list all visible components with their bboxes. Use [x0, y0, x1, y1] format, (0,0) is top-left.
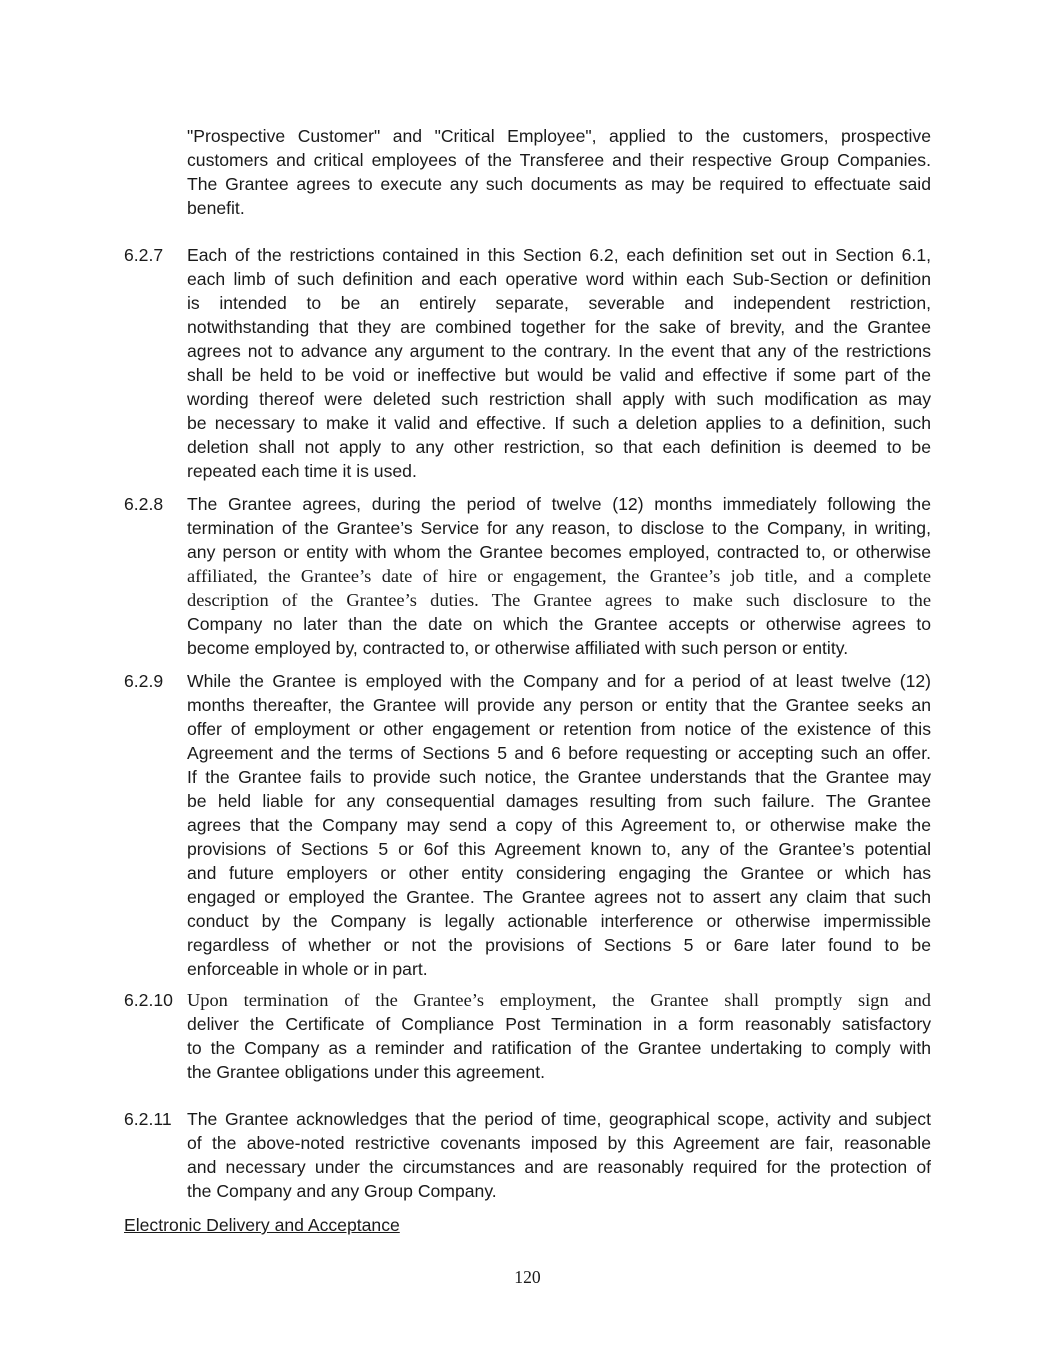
- text-line: deliver the Certificate of Compliance Post Termination in a form reasonably satisfactory: [187, 1014, 931, 1034]
- text-line: and necessary under the circumstances and are reasonably required for the protection of: [187, 1157, 931, 1177]
- section-number: 6.2.7: [124, 245, 164, 265]
- intro-paragraph: [187, 124, 931, 220]
- text-line: the Company and any Group Company.: [187, 1181, 497, 1201]
- text-line: conduct by the Company is legally actionable interference or otherwise impermissible: [187, 911, 931, 931]
- section-6-2-7-paragraph: [187, 243, 931, 483]
- text-line: become employed by, contracted to, or otherwise affiliated with such person or entity.: [187, 638, 849, 658]
- text-line: The Grantee agrees, during the period of twelve (12) months immediately following the: [187, 494, 931, 514]
- section-6-2-11-paragraph: [187, 1107, 931, 1203]
- text-line: Company no later than the date on which the Grantee accepts or otherwise agrees to: [187, 614, 931, 634]
- text-line: offer of employment or other engagement or retention from notice of the existence of this: [187, 719, 931, 739]
- text-line: the Grantee obligations under this agreement.: [187, 1062, 545, 1082]
- section-6-2-9-paragraph: [187, 669, 931, 981]
- text-line: shall be held to be void or ineffective but would be valid and effective if some part of the: [187, 365, 931, 385]
- section-number: 6.2.11: [124, 1109, 172, 1129]
- text-line: "Prospective Customer" and "Critical Employee", applied to the customers, prospective: [187, 126, 931, 146]
- text-line: is intended to be an entirely separate, severable and independent restriction,: [187, 293, 931, 313]
- text-line: termination of the Grantee’s Service for any reason, to disclose to the Company, in writing,: [187, 518, 931, 538]
- text-line: enforceable in whole or in part.: [187, 959, 428, 979]
- text-line: regardless of whether or not the provisions of Sections 5 or 6are later found to be: [187, 935, 931, 955]
- section-number: 6.2.10: [124, 990, 173, 1010]
- text-line: provisions of Sections 5 or 6of this Agreement known to, any of the Grantee’s potential: [187, 839, 931, 859]
- text-line: While the Grantee is employed with the Company and for a period of at least twelve (12): [187, 671, 931, 691]
- text-line: agrees that the Company may send a copy of this Agreement to, or otherwise make the: [187, 815, 931, 835]
- text-line: customers and critical employees of the Transferee and their respective Group Companies.: [187, 150, 931, 170]
- text-line: months thereafter, the Grantee will provide any person or entity that the Grantee seeks an: [187, 695, 931, 715]
- text-line: Upon termination of the Grantee’s employment, the Grantee shall promptly sign and: [187, 990, 931, 1010]
- text-line: and future employers or other entity considering engaging the Grantee or which has: [187, 863, 931, 883]
- text-line: The Grantee acknowledges that the period of time, geographical scope, activity and subject: [187, 1109, 931, 1129]
- text-line: any person or entity with whom the Grantee becomes employed, contracted to, or otherwise: [187, 542, 931, 562]
- text-line: be necessary to make it valid and effective. If such a deletion applies to a definition, such: [187, 413, 931, 433]
- text-line: Each of the restrictions contained in this Section 6.2, each definition set out in Section 6.1,: [187, 245, 931, 265]
- text-line: deletion shall not apply to any other restriction, so that each definition is deemed to be: [187, 437, 931, 457]
- text-line: If the Grantee fails to provide such notice, the Grantee understands that the Grantee may: [187, 767, 931, 787]
- text-line: of the above-noted restrictive covenants imposed by this Agreement are fair, reasonable: [187, 1133, 931, 1153]
- text-line: engaged or employed the Grantee. The Grantee agrees not to assert any claim that such: [187, 887, 931, 907]
- section-6-2-10-paragraph: [187, 988, 931, 1084]
- text-line: The Grantee agrees to execute any such documents as may be required to effectuate said: [187, 174, 931, 194]
- text-line: Agreement and the terms of Sections 5 and 6 before requesting or accepting such an offer.: [187, 743, 931, 763]
- section-6-2-8-paragraph: [187, 492, 931, 660]
- text-line: each limb of such definition and each operative word within each Sub-Section or definition: [187, 269, 931, 289]
- text-line: wording thereof were deleted such restriction shall apply with such modification as may: [187, 389, 931, 409]
- text-line: affiliated, the Grantee’s date of hire or engagement, the Grantee’s job title, and a complete: [187, 566, 931, 586]
- section-number: 6.2.9: [124, 671, 164, 691]
- text-line: agrees not to advance any argument to the contrary. In the event that any of the restrictions: [187, 341, 931, 361]
- text-line: benefit.: [187, 198, 245, 218]
- section-number: 6.2.8: [124, 494, 164, 514]
- text-line: to the Company as a reminder and ratification of the Grantee undertaking to comply with: [187, 1038, 931, 1058]
- section-heading: Electronic Delivery and Acceptance: [124, 1215, 400, 1235]
- page-number: 120: [514, 1267, 541, 1287]
- text-line: be held liable for any consequential damages resulting from such failure. The Grantee: [187, 791, 931, 811]
- text-line: notwithstanding that they are combined together for the sake of brevity, and the Grantee: [187, 317, 931, 337]
- text-line: repeated each time it is used.: [187, 461, 417, 481]
- text-line: description of the Grantee’s duties. The Grantee agrees to make such disclosure to the: [187, 590, 931, 610]
